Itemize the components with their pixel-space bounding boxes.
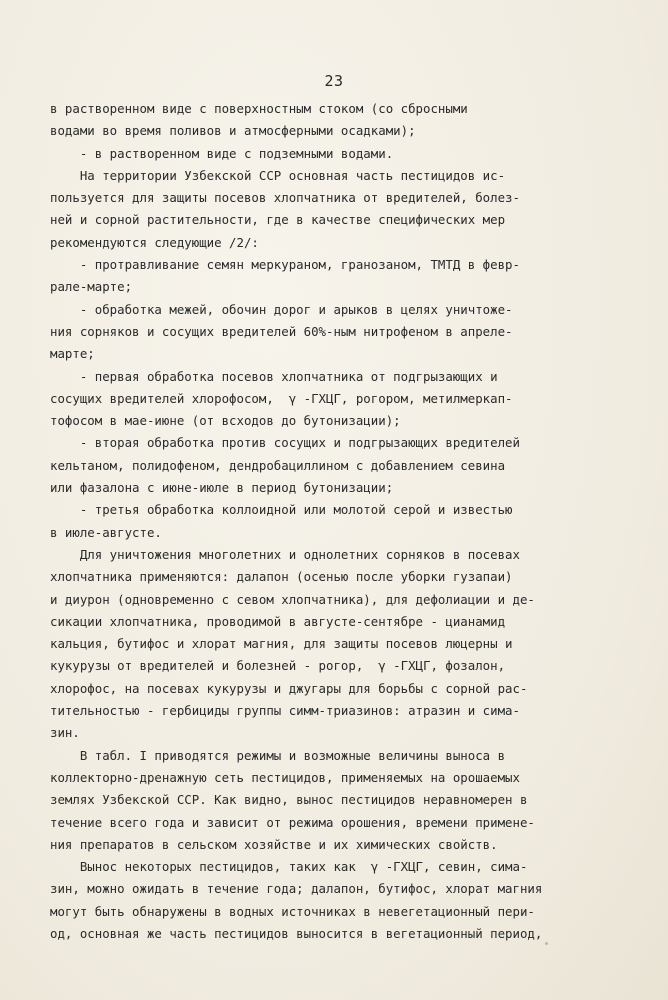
text-line: коллекторно-дренажную сеть пестицидов, применяемых на орошаемых	[50, 769, 520, 785]
text-line: - протравливание семян меркураном, гранозаном, ТМТД в февр-	[50, 257, 520, 273]
text-line: или фазалона с июне-июле в период бутонизации;	[50, 480, 394, 496]
text-line: марте;	[50, 346, 95, 362]
text-line: - в растворенном виде с подземными водами.	[50, 145, 394, 161]
text-line: Для уничтожения многолетних и однолетних сорняков в посевах	[50, 546, 520, 562]
text-line: Вынос некоторых пестицидов, таких как γ -ГХЦГ, севин, сима-	[50, 859, 528, 875]
text-line: ния препаратов в сельском хозяйстве и их химических свойств.	[50, 836, 498, 852]
text-line: кукурузы от вредителей и болезней - рогор, γ -ГХЦГ, фозалон,	[50, 658, 506, 674]
text-line: рекомендуются следующие /2/:	[50, 234, 259, 250]
text-line: в июле-августе.	[50, 524, 162, 540]
text-line: - первая обработка посевов хлопчатника от подгрызающих и	[50, 368, 498, 384]
text-line: - вторая обработка против сосущих и подгрызающих вредителей	[50, 435, 520, 451]
text-line: В табл. I приводятся режимы и возможные величины выноса в	[50, 747, 506, 763]
text-line: хлопчатника применяются: далапон (осенью после уборки гузапаи)	[50, 569, 513, 585]
text-line: сикации хлопчатника, проводимой в августе-сентябре - цианамид	[50, 613, 506, 629]
text-line: пользуется для защиты посевов хлопчатника от вредителей, болез-	[50, 190, 520, 206]
text-line: На территории Узбекской ССР основная часть пестицидов ис-	[50, 167, 506, 183]
body-text	[50, 98, 640, 945]
text-line: зин.	[50, 725, 80, 741]
page-number: 23	[324, 72, 344, 90]
text-line: водами во время поливов и атмосферными осадками);	[50, 123, 416, 139]
text-line: хлорофос, на посевах кукурузы и джугары для борьбы с сорной рас-	[50, 680, 528, 696]
text-line: кальция, бутифос и хлорат магния, для защиты посевов люцерны и	[50, 636, 513, 652]
text-line: сосущих вредителей хлорофосом, γ -ГХЦГ, рогором, метилмеркап-	[50, 390, 513, 406]
text-line: рале-марте;	[50, 279, 133, 295]
text-line: ней и сорной растительности, где в качестве специфических мер	[50, 212, 506, 228]
text-line: землях Узбекской ССР. Как видно, вынос пестицидов неравномерен в	[50, 792, 528, 808]
text-line: од, основная же часть пестицидов выносится в вегетационный период,	[50, 925, 543, 941]
text-line: - обработка межей, обочин дорог и арыков в целях уничтоже-	[50, 301, 513, 317]
text-line: в растворенном виде с поверхностным стоком (со сбросными	[50, 101, 468, 116]
text-line: течение всего года и зависит от режима орошения, времени примене-	[50, 814, 535, 830]
text-line: могут быть обнаружены в водных источниках в невегетационный пери-	[50, 903, 535, 919]
text-line: ния сорняков и сосущих вредителей 60%-ным нитрофеном в апреле-	[50, 323, 513, 339]
text-line: и диурон (одновременно с севом хлопчатника), для дефолиации и де-	[50, 591, 535, 607]
text-line: кельтаном, полидофеном, дендробациллином с добавлением севина	[50, 457, 506, 473]
text-line: зин, можно ожидать в течение года; далапон, бутифос, хлорат магния	[50, 881, 543, 897]
paper-speck	[545, 942, 548, 945]
text-line: тофосом в мае-июне (от всходов до бутонизации);	[50, 413, 401, 429]
text-line: тительностью - гербициды группы симм-триазинов: атразин и сима-	[50, 703, 520, 719]
text-line: - третья обработка коллоидной или молотой серой и известью	[50, 502, 513, 518]
